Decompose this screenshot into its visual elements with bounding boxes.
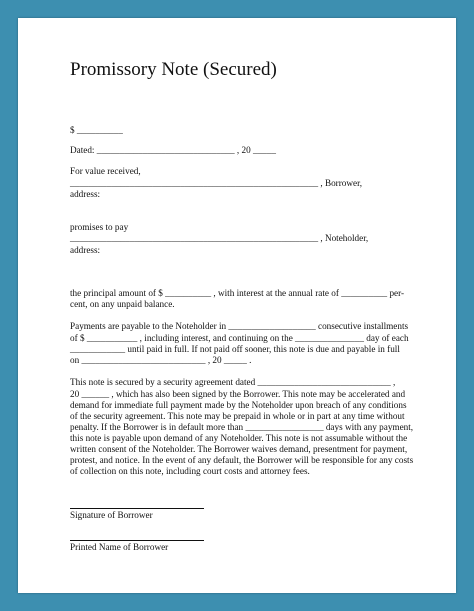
promises-line: promises to pay [70,222,129,232]
security-line-1: This note is secured by a security agreement dated _____________________________ , [70,377,396,387]
security-line-5: penalty. If the Borrower is in default more than _________________ days with any payment, [70,422,414,432]
security-line-4: of the security agreement. This note may be prepaid in whole or in part at any time without [70,411,405,421]
value-received-line: For value received, [70,166,141,176]
borrower-line: ______________________________________________________ , Borrower, [70,178,363,188]
security-line-3: demand for immediate full payment made by the Noteholder upon breach of any conditions [70,400,407,410]
principal-line: the principal amount of $ __________ , with interest at the annual rate of __________ per- [70,288,405,298]
security-line-8: protest, and notice. In the event of any default, the Borrower will be responsible for any costs [70,455,414,465]
signature-line[interactable] [70,508,204,509]
noteholder-address-label: address: [70,245,101,255]
payments-line-1: Payments are payable to the Noteholder in ___________________ consecutive installments [70,321,409,331]
security-line-7: written consent of the Noteholder. The Borrower waives demand, presentment for payment, [70,444,408,454]
security-line-9: of collection on this note, including court costs and attorney fees. [70,466,310,476]
amount-line: $ __________ [70,125,123,135]
security-line-6: this note is payable upon demand of any Noteholder. This note is not assumable without the [70,433,408,443]
security-line-2: 20 ______ , which has also been signed by the Borrower. This note may be accelerated and [70,389,406,399]
payments-line-2: of $ ___________ , including interest, and continuing on the _______________ day of each [70,333,409,343]
signature-label: Signature of Borrower [70,510,153,520]
dated-line: Dated: ______________________________ , 20 _____ [70,145,276,155]
borrower-address-label: address: [70,189,101,199]
printed-name-label: Printed Name of Borrower [70,542,169,552]
document-title: Promissory Note (Secured) [70,59,277,80]
noteholder-line: ______________________________________________________ , Noteholder, [70,233,369,243]
document-page [18,18,456,593]
principal-line-cont: cent, on any unpaid balance. [70,299,175,309]
payments-line-3: ____________ until paid in full. If not paid off sooner, this note is due and payable in full [70,344,400,354]
printed-name-line[interactable] [70,540,204,541]
payments-line-4: on ___________________________ , 20 _____ . [70,355,252,365]
